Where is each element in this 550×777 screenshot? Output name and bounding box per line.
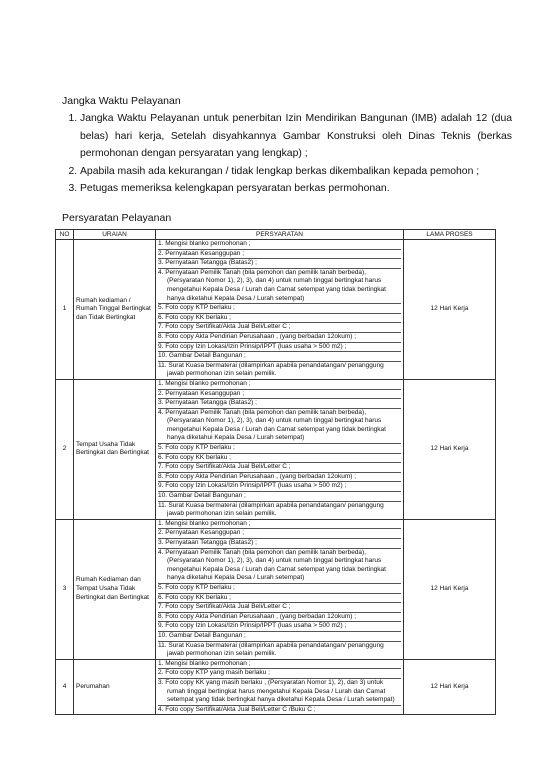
requirement-item: 1. Mengisi blanko permohonan ;	[158, 379, 251, 387]
table-header-row	[56, 230, 496, 240]
row-persyaratan	[156, 519, 404, 659]
requirement-item: 5. Foto copy KTP berlaku ;	[158, 303, 401, 313]
requirement-item: 10. Gambar Detail Bangunan ;	[158, 351, 401, 361]
jangka-waktu-list	[62, 110, 512, 198]
row-uraian: Tempat Usaha Tidak Bertingkat dan Bertingkat	[74, 379, 156, 519]
requirement-item: 3. Pernyataan Tetangga (Batas2) ;	[158, 538, 401, 548]
requirement-item: 3. Pernyataan Tetangga (Batas2) ;	[158, 398, 401, 408]
row-persyaratan	[156, 379, 404, 519]
table-row	[56, 240, 496, 380]
jangka-waktu-item: 1. Jangka Waktu Pelayanan untuk penerbitan Izin Mendirikan Bangunan (IMB) adalah 12 (dua belas) hari kerja, Setelah disyahkannya Gambar Konstruksi oleh Dinas Teknis (berkas permohonan dengan persyaratan yang lengkap) ;	[80, 110, 512, 163]
row-lama-proses: 12 Hari Kerja	[404, 519, 496, 659]
table-row	[56, 659, 496, 715]
requirement-item: 7. Foto copy Sertifikat/Akta Jual Beli/Letter C ;	[158, 602, 401, 612]
requirement-item: 11. Surat Kuasa bermaterai (dilampirkan apabila penandatangan/ penanggung jawab permohonan izin selain pemilik.	[158, 361, 401, 379]
jangka-waktu-item: 2. Apabila masih ada kekurangan / tidak lengkap berkas dikembalikan kepada pemohon ;	[80, 163, 512, 181]
header-persyaratan: PERSYARATAN	[156, 230, 404, 240]
requirement-item: 11. Surat Kuasa bermaterai (dilampirkan apabila penandatangan/ penanggung jawab permohonan izin selain pemilik.	[158, 501, 401, 519]
row-persyaratan	[156, 240, 404, 380]
row-persyaratan	[156, 659, 404, 715]
requirement-item: 4. Pernyataan Pemilik Tanah (bila pemohon dan pemilik tanah berbeda), (Persyaratan Nomor 1), 2), 3), dan 4) untuk rumah tinggal bertingkat harus mengetahui Kepala Desa / Lurah dan Camat setempat yang tidak bertingkat hanya diketahui Kepala Desa / Lurah setempat)	[158, 408, 401, 443]
requirement-item: 2. Foto copy KTP yang masih berlaku ;	[158, 668, 401, 678]
row-uraian: Rumah Kediaman dan Tempat Usaha Tidak Bertingkat dan Bertingkat	[74, 519, 156, 659]
requirement-item: 7. Foto copy Sertifikat/Akta Jual Beli/Letter C ;	[158, 322, 401, 332]
persyaratan-table	[55, 229, 496, 715]
requirement-item: 10. Gambar Detail Bangunan ;	[158, 491, 401, 501]
persyaratan-heading: Persyaratan Pelayanan	[62, 212, 172, 224]
jangka-waktu-heading: Jangka Waktu Pelayanan	[62, 95, 181, 107]
row-number: 4	[56, 659, 74, 715]
row-uraian: Perumahan	[74, 659, 156, 715]
row-number: 1	[56, 240, 74, 380]
requirement-item: 3. Pernyataan Tetangga (Batas2) ;	[158, 258, 401, 268]
requirement-item: 7. Foto copy Sertifikat/Akta Jual Beli/Letter C ;	[158, 462, 401, 472]
header-uraian: URAIAN	[74, 230, 156, 240]
header-lama-proses: LAMA PROSES	[404, 230, 496, 240]
requirement-item: 4. Pernyataan Pemilik Tanah (bila pemohon dan pemilik tanah berbeda), (Persyaratan Nomor 1), 2), 3), dan 4) untuk rumah tinggal bertingkat harus mengetahui Kepala Desa / Lurah dan Camat setempat yang tidak bertingkat hanya diketahui Kepala Desa / Lurah setempat)	[158, 268, 401, 303]
requirement-item: 10. Gambar Detail Bangunan ;	[158, 631, 401, 641]
requirement-item: 8. Foto copy Akta Pendirian Perusahaan , (yang berbadan 12okum) ;	[158, 472, 401, 482]
row-lama-proses: 12 Hari Kerja	[404, 379, 496, 519]
requirement-item: 6. Foto copy KK berlaku ;	[158, 313, 401, 323]
requirement-item: 9. Foto copy Izin Lokasi/Izin Prinsip/IPPT (luas usaha > 500 m2) ;	[158, 481, 401, 491]
requirement-item: 5. Foto copy KTP berlaku ;	[158, 443, 401, 453]
requirement-item: 4. Pernyataan Pemilik Tanah (bila pemohon dan pemilik tanah berbeda), (Persyaratan Nomor 1), 2), 3), dan 4) untuk rumah tinggal bertingkat harus mengetahui Kepala Desa / Lurah dan Camat setempat yang tidak bertingkat hanya diketahui Kepala Desa / Lurah setempat)	[158, 548, 401, 583]
header-no: NO	[56, 230, 74, 240]
requirement-item: 2. Pernyataan Kesanggupan ;	[158, 389, 401, 399]
requirement-item: 6. Foto copy KK berlaku ;	[158, 453, 401, 463]
requirement-item: 8. Foto copy Akta Pendirian Perusahaan , (yang berbadan 12okum) ;	[158, 612, 401, 622]
requirement-item: 2. Pernyataan Kesanggupan ;	[158, 249, 401, 259]
row-uraian: Rumah kediaman / Rumah Tinggal Bertingkat dan Tidak Bertingkat	[74, 240, 156, 380]
requirement-item: 1. Mengisi blanko permohonan ;	[158, 519, 251, 527]
requirement-item: 4. Foto copy Sertifikat/Akta Jual Beli/Letter C /Buku C ;	[158, 705, 401, 715]
requirement-item: 3. Foto copy KK yang masih berlaku , (Persyaratan Nomor 1), 2), dan 3) untuk rumah tinggal bertingkat harus mengetahui Kepala Desa / Lurah dan Camat setempat yang tidak bertingkat hanya diketahui Kepala Desa / Lurah setempat)	[158, 678, 401, 705]
jangka-waktu-item: 3. Petugas memeriksa kelengkapan persyaratan berkas permohonan.	[80, 180, 512, 198]
requirement-item: 1. Mengisi blanko permohonan ;	[158, 240, 251, 247]
table-row	[56, 379, 496, 519]
requirement-item: 5. Foto copy KTP berlaku ;	[158, 583, 401, 593]
row-number: 2	[56, 379, 74, 519]
requirement-item: 9. Foto copy Izin Lokasi/Izin Prinsip/IPPT (luas usaha > 500 m2) ;	[158, 621, 401, 631]
requirement-item: 9. Foto copy Izin Lokasi/Izin Prinsip/IPPT (luas usaha > 500 m2) ;	[158, 342, 401, 352]
requirement-item: 6. Foto copy KK berlaku ;	[158, 593, 401, 603]
row-lama-proses: 12 Hari Kerja	[404, 240, 496, 380]
table-row	[56, 519, 496, 659]
requirement-item: 1. Mengisi blanko permohonan ;	[158, 659, 251, 667]
row-lama-proses: 12 Hari Kerja	[404, 659, 496, 715]
row-number: 3	[56, 519, 74, 659]
requirement-item: 8. Foto copy Akta Pendirian Perusahaan , (yang berbadan 12okum) ;	[158, 332, 401, 342]
requirement-item: 2. Pernyataan Kesanggupan ;	[158, 528, 401, 538]
requirement-item: 11. Surat Kuasa bermaterai (dilampirkan apabila penandatangan/ penanggung jawab permohonan izin selain pemilik.	[158, 641, 401, 659]
